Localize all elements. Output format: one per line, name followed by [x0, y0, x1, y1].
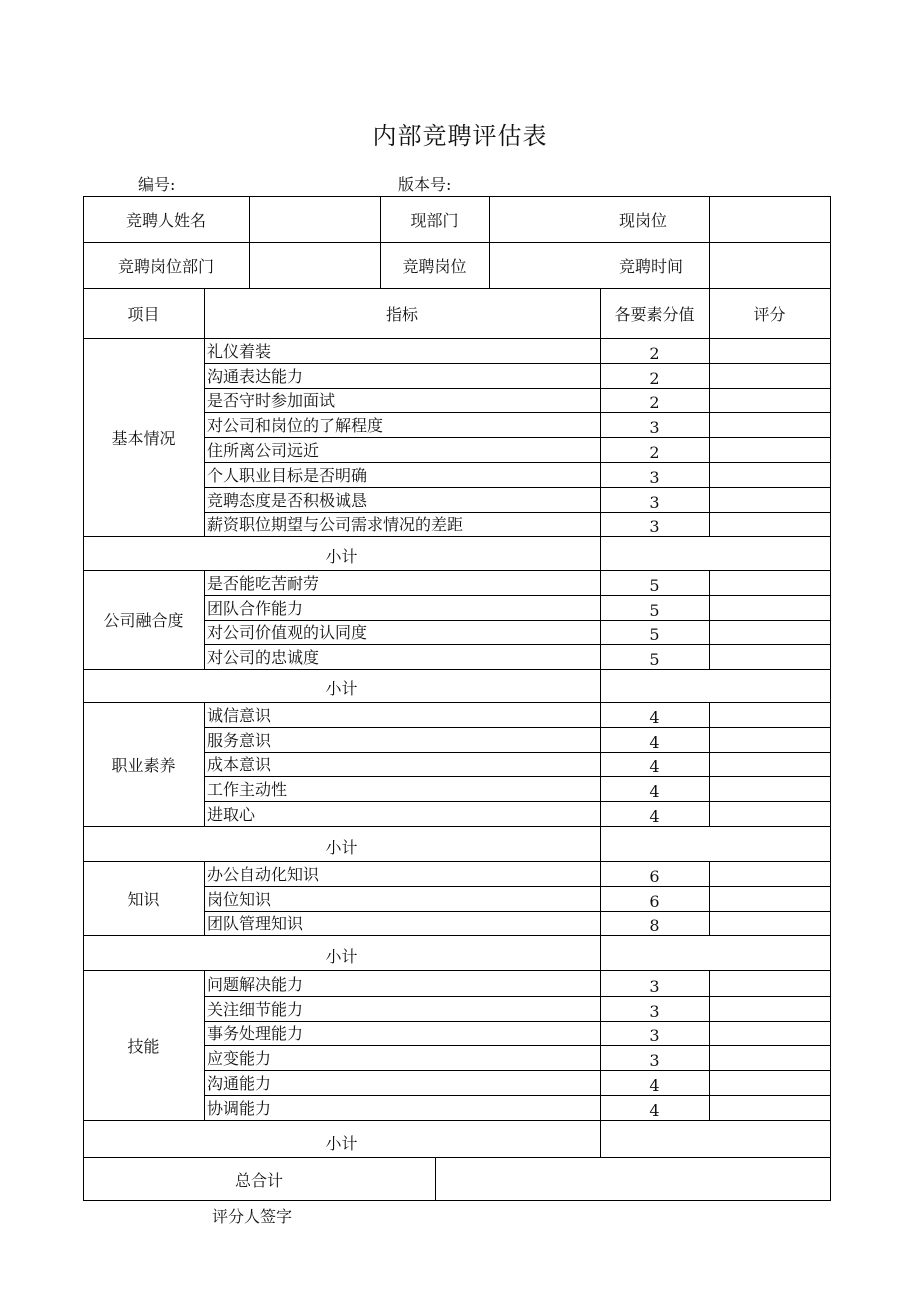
score-input[interactable] [709, 512, 830, 537]
weight-cell: 4 [649, 806, 660, 826]
indicator-cell: 沟通能力 [207, 1073, 272, 1093]
total-value[interactable] [435, 1158, 830, 1200]
page-title: 内部竞聘评估表 [372, 122, 548, 150]
subtotal-value[interactable] [600, 935, 830, 970]
weight-cell: 6 [649, 891, 660, 911]
current-post-label: 现岗位 [619, 210, 668, 230]
table-rule [830, 196, 831, 1201]
indicator-cell: 沟通表达能力 [207, 366, 304, 386]
indicator-cell: 对公司的忠诚度 [207, 648, 320, 668]
weight-cell: 6 [649, 866, 660, 886]
subtotal-value[interactable] [600, 536, 830, 570]
score-input[interactable] [709, 462, 830, 487]
weight-cell: 3 [649, 418, 660, 438]
indicator-cell: 是否能吃苦耐劳 [207, 573, 320, 593]
score-input[interactable] [709, 620, 830, 645]
indicator-cell: 事务处理能力 [207, 1024, 304, 1044]
indicator-cell: 协调能力 [207, 1098, 272, 1118]
current-dept-label: 现部门 [410, 210, 459, 230]
indicator-cell: 诚信意识 [207, 705, 272, 725]
indicator-cell: 应变能力 [207, 1049, 272, 1069]
score-input[interactable] [709, 971, 830, 996]
weight-cell: 2 [649, 368, 660, 388]
weight-cell: 3 [649, 492, 660, 512]
header-weight: 各要素分值 [614, 304, 695, 324]
subtotal-label: 小计 [325, 838, 358, 857]
indicator-cell: 服务意识 [207, 730, 272, 750]
indicator-cell: 对公司和岗位的了解程度 [207, 416, 384, 436]
section-name: 技能 [127, 1036, 160, 1056]
score-input[interactable] [709, 801, 830, 826]
weight-cell: 3 [649, 1001, 660, 1021]
indicator-cell: 工作主动性 [207, 780, 288, 800]
score-input[interactable] [709, 570, 830, 595]
indicator-cell: 薪资职位期望与公司需求情况的差距 [207, 515, 464, 535]
number-label: 编号: [138, 175, 176, 194]
subtotal-value[interactable] [600, 826, 830, 861]
header-indicator: 指标 [385, 304, 418, 324]
subtotal-label: 小计 [325, 1133, 358, 1153]
score-input[interactable] [709, 644, 830, 669]
weight-cell: 2 [649, 343, 660, 363]
time-label: 竞聘时间 [619, 256, 684, 276]
indicator-cell: 团队合作能力 [207, 598, 304, 618]
score-input[interactable] [709, 1070, 830, 1095]
score-input[interactable] [709, 996, 830, 1021]
weight-cell: 4 [649, 782, 660, 802]
subtotal-value[interactable] [600, 669, 830, 702]
score-input[interactable] [709, 1021, 830, 1046]
header-score: 评分 [753, 304, 786, 324]
version-label: 版本号: [398, 175, 452, 194]
indicator-cell: 问题解决能力 [207, 974, 304, 994]
section-name: 知识 [127, 889, 160, 909]
section-name: 基本情况 [111, 428, 176, 448]
score-input[interactable] [709, 437, 830, 462]
score-input[interactable] [709, 1095, 830, 1120]
indicator-cell: 竞聘态度是否积极诚恳 [207, 490, 368, 510]
score-input[interactable] [709, 338, 830, 363]
weight-cell: 2 [649, 442, 660, 462]
score-input[interactable] [709, 886, 830, 911]
evaluation-table [83, 196, 830, 1201]
score-input[interactable] [709, 363, 830, 388]
indicator-cell: 团队管理知识 [207, 914, 304, 934]
score-input[interactable] [709, 487, 830, 512]
section-name: 公司融合度 [103, 611, 184, 631]
indicator-cell: 对公司价值观的认同度 [207, 623, 368, 643]
weight-cell: 8 [649, 916, 660, 936]
score-input[interactable] [709, 1045, 830, 1070]
weight-cell: 5 [649, 650, 660, 670]
total-label: 总合计 [234, 1170, 283, 1190]
indicator-cell: 住所离公司远近 [207, 440, 320, 460]
score-input[interactable] [709, 861, 830, 886]
score-input[interactable] [709, 727, 830, 752]
target-dept-value[interactable] [249, 242, 380, 288]
subtotal-label: 小计 [325, 947, 358, 967]
name-value[interactable] [249, 196, 380, 242]
weight-cell: 4 [649, 732, 660, 752]
target-dept-label: 竞聘岗位部门 [117, 256, 214, 276]
indicator-cell: 岗位知识 [207, 889, 272, 909]
subtotal-label: 小计 [325, 679, 358, 699]
indicator-cell: 礼仪着装 [207, 341, 272, 361]
table-rule [83, 1200, 831, 1201]
indicator-cell: 办公自动化知识 [207, 864, 320, 884]
indicator-cell: 关注细节能力 [207, 999, 304, 1019]
weight-cell: 4 [649, 757, 660, 777]
weight-cell: 3 [649, 517, 660, 537]
score-input[interactable] [709, 595, 830, 620]
name-label: 竞聘人姓名 [125, 210, 206, 230]
weight-cell: 3 [649, 467, 660, 487]
target-post-label: 竞聘岗位 [402, 256, 467, 276]
header-item: 项目 [127, 304, 160, 324]
section-name: 职业素养 [111, 755, 176, 775]
weight-cell: 2 [649, 393, 660, 413]
indicator-cell: 个人职业目标是否明确 [207, 465, 368, 485]
subtotal-label: 小计 [325, 547, 358, 567]
weight-cell: 5 [649, 575, 660, 595]
weight-cell: 5 [649, 625, 660, 645]
weight-cell: 5 [649, 600, 660, 620]
indicator-cell: 进取心 [207, 804, 256, 824]
indicator-cell: 是否守时参加面试 [207, 391, 336, 411]
score-input[interactable] [709, 388, 830, 413]
current-post-value[interactable] [709, 196, 830, 242]
score-input[interactable] [709, 752, 830, 777]
score-input[interactable] [709, 776, 830, 801]
weight-cell: 4 [649, 1100, 660, 1120]
weight-cell: 4 [649, 707, 660, 727]
score-input[interactable] [709, 412, 830, 437]
weight-cell: 4 [649, 1075, 660, 1095]
score-input[interactable] [709, 702, 830, 727]
score-input[interactable] [709, 911, 830, 936]
weight-cell: 3 [649, 1051, 660, 1071]
time-value[interactable] [709, 242, 830, 288]
indicator-cell: 成本意识 [207, 755, 272, 775]
weight-cell: 3 [649, 976, 660, 996]
subtotal-value[interactable] [600, 1120, 830, 1157]
signature-label: 评分人签字 [212, 1207, 293, 1226]
weight-cell: 3 [649, 1026, 660, 1046]
